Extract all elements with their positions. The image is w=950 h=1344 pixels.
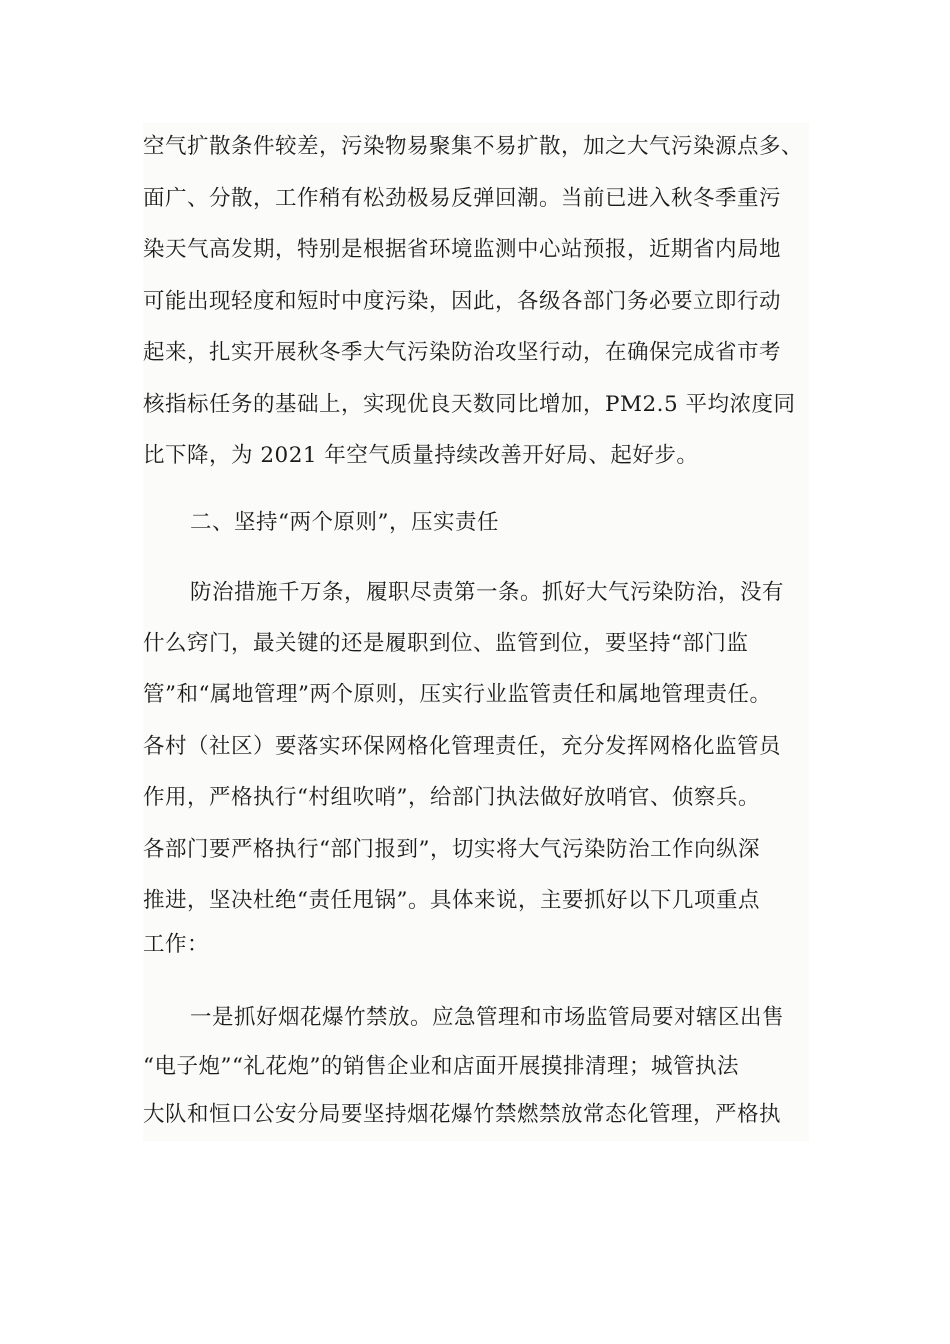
paragraph-line: 防治措施千万条，履职尽责第一条。抓好大气污染防治，没有 (190, 580, 785, 605)
paragraph-line: 核指标任务的基础上，实现优良天数同比增加，PM2.5 平均浓度同 (143, 392, 796, 417)
paragraph-line: 什么窍门，最关键的还是履职到位、监管到位，要坚持“部门监 (143, 631, 749, 656)
paragraph-line: 一是抓好烟花爆竹禁放。应急管理和市场监管局要对辖区出售 (190, 1005, 785, 1030)
paragraph-line: 各村（社区）要落实环保网格化管理责任，充分发挥网格化监管员 (143, 734, 782, 759)
paragraph-line: 面广、分散，工作稍有松劲极易反弹回潮。当前已进入秋冬季重污 (143, 186, 782, 211)
paragraph-line: 染天气高发期，特别是根据省环境监测中心站预报，近期省内局地 (143, 237, 782, 262)
paragraph-line: 大队和恒口公安分局要坚持烟花爆竹禁燃禁放常态化管理，严格执 (143, 1102, 782, 1127)
section-heading: 二、坚持“两个原则”，压实责任 (190, 510, 499, 535)
paragraph-line: 作用，严格执行“村组吹哨”，给部门执法做好放哨官、侦察兵。 (143, 785, 760, 810)
paragraph-line: 推进，坚决杜绝“责任甩锅”。具体来说，主要抓好以下几项重点 (143, 888, 760, 913)
paragraph-line: 可能出现轻度和短时中度污染，因此，各级各部门务必要立即行动 (143, 289, 782, 314)
paragraph-line: 起来，扎实开展秋冬季大气污染防治攻坚行动，在确保完成省市考 (143, 340, 782, 365)
paragraph-line: 管”和“属地管理”两个原则，压实行业监管责任和属地管理责任。 (143, 682, 772, 707)
paragraph-line: 工作： (143, 932, 210, 957)
paragraph-line: 比下降，为 2021 年空气质量持续改善开好局、起好步。 (143, 443, 699, 468)
paragraph-line: 各部门要严格执行“部门报到”，切实将大气污染防治工作向纵深 (143, 837, 760, 862)
paragraph-line: “电子炮”“礼花炮”的销售企业和店面开展摸排清理；城管执法 (143, 1054, 739, 1079)
paragraph-line: 空气扩散条件较差，污染物易聚集不易扩散，加之大气污染源点多、 (143, 134, 804, 159)
